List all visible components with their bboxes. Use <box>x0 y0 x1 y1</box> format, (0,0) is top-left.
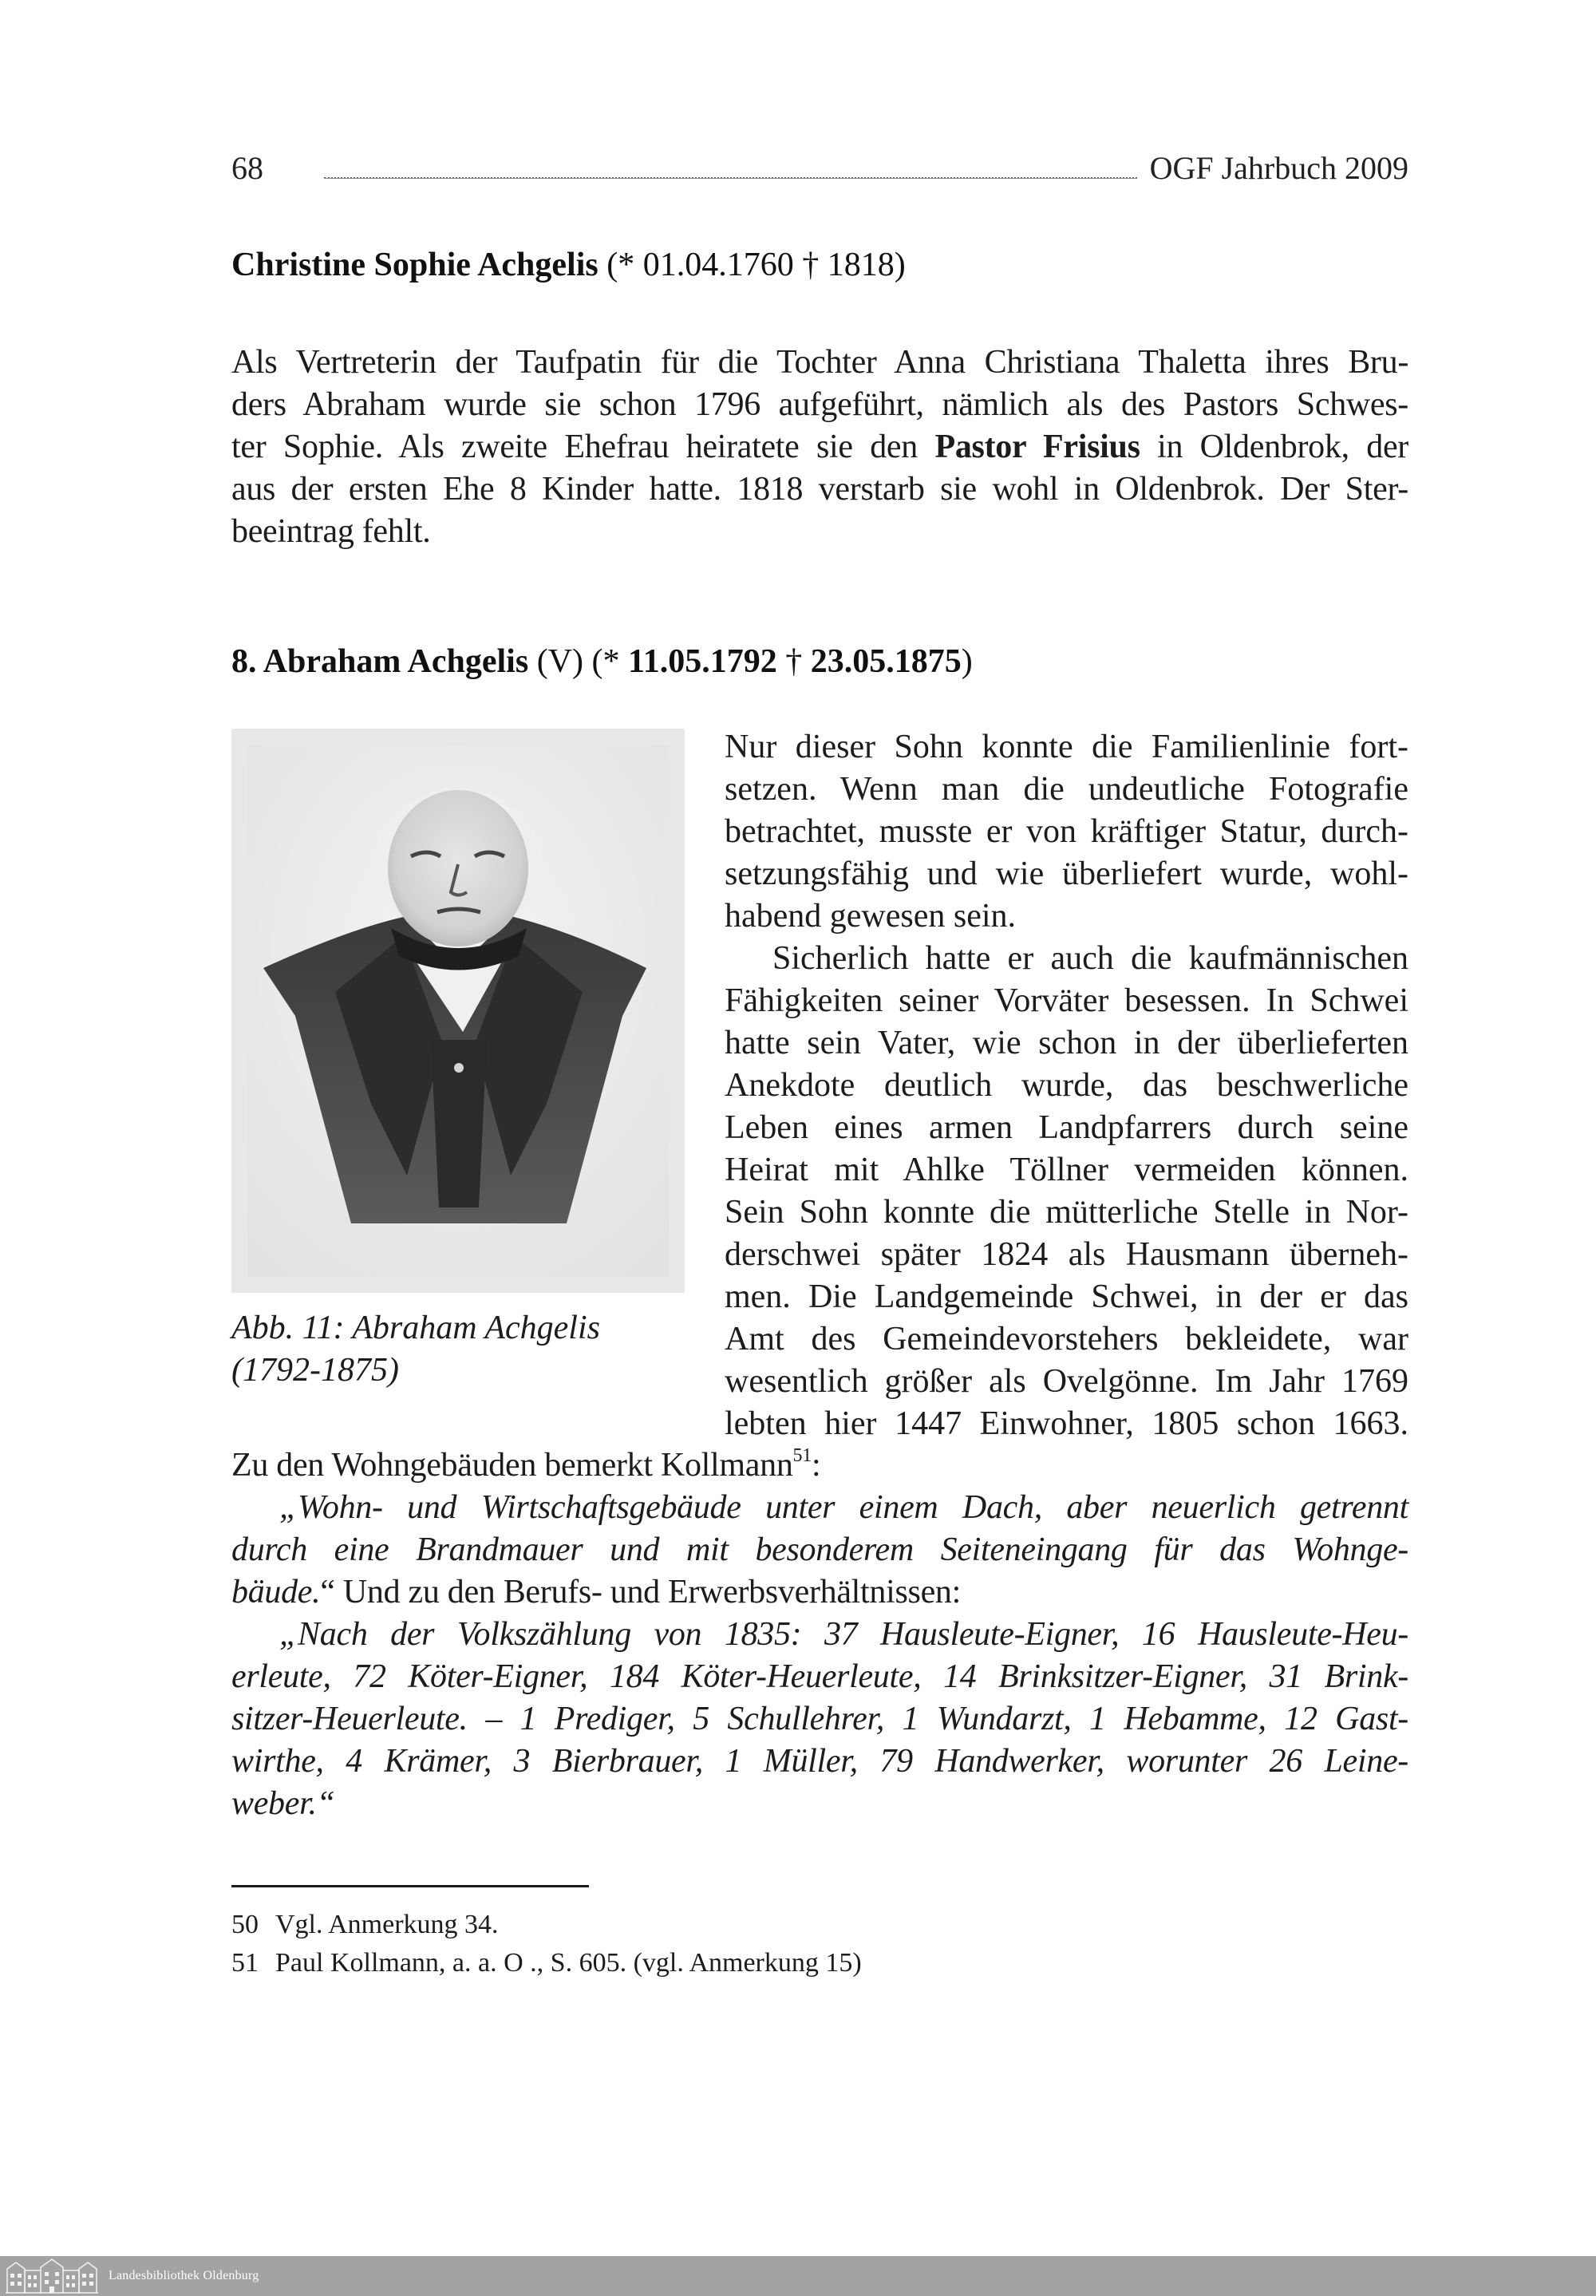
footnote-50 <box>231 1906 1109 1944</box>
text-line: setzen. Wenn man die undeutliche Fotografie <box>725 771 1408 808</box>
library-name: Landesbibliothek Oldenburg <box>109 2269 259 2282</box>
paragraph-kollmann <box>231 1444 1408 1825</box>
library-building-icon <box>5 2258 99 2294</box>
quote-line: weber.“ <box>231 1785 335 1822</box>
footnote-51 <box>231 1944 1109 1982</box>
text-line: Amt des Gemeindevorstehers bekleidete, war <box>725 1321 1408 1357</box>
quote-line: durch eine Brandmauer und mit besonderem Seiteneingang für das Wohnge- <box>231 1531 1408 1568</box>
kollmann-intro: Zu den Wohngebäuden bemerkt Kollmann <box>231 1447 793 1484</box>
text-line: beeintrag fehlt. <box>231 513 431 550</box>
text-line: setzungsfähig und wie überliefert wurde, wohl- <box>725 856 1408 892</box>
library-footer-bar <box>0 2256 1596 2296</box>
text-line: Sicherlich hatte er auch die kaufmännischen <box>772 940 1408 977</box>
text-line: Nur dieser Sohn konnte die Familienlinie fort- <box>725 729 1408 765</box>
text-line: Anekdote deutlich wurde, das beschwerliche <box>725 1067 1408 1104</box>
text-line <box>231 426 1408 468</box>
text-span: ter Sophie. Als zweite Ehefrau heiratete sie den <box>231 429 935 465</box>
footnotes <box>231 1906 1109 1982</box>
heading-birth: 11.05.1792 <box>628 643 777 680</box>
heading-roman: (V) <box>536 643 584 680</box>
quote-line: wirthe, 4 Krämer, 3 Bierbrauer, 1 Müller, 79 Handwerker, worunter 26 Leine- <box>231 1743 1408 1780</box>
text-line <box>231 1444 1408 1487</box>
caption-line-2: (1792-1875) <box>231 1352 399 1389</box>
quote-line: „Nach der Volkszählung von 1835: 37 Hausleute-Eigner, 16 Hausleute-Heu- <box>279 1616 1408 1653</box>
text-line: betrachtet, musste er von kräftiger Statur, durch- <box>725 813 1408 850</box>
heading-dagger: † <box>776 643 811 680</box>
quote-line: „Wohn- und Wirtschaftsgebäude unter einem Dach, aber neuerlich getrennt <box>279 1489 1408 1526</box>
heading-name: Christine Sophie Achgelis <box>231 247 598 283</box>
heading-close: ) <box>961 643 973 680</box>
heading-prefix: 8. Abraham Achgelis <box>231 643 529 680</box>
text-line: aus der ersten Ehe 8 Kinder hatte. 1818 verstarb sie wohl in Oldenbrok. Der Ster- <box>231 471 1408 508</box>
heading-death: 23.05.1875 <box>810 643 962 680</box>
footnote-separator <box>231 1885 589 1887</box>
text-line: Als Vertreterin der Taufpatin für die Tochter Anna Christiana Thaletta ihres Bru- <box>231 344 1408 381</box>
quote-line <box>231 1571 1408 1614</box>
figure-caption <box>231 1307 678 1392</box>
text-line: Sein Sohn konnte die mütterliche Stelle in Nor- <box>725 1194 1408 1231</box>
section-heading-abraham <box>231 641 973 683</box>
footnote-ref-51[interactable]: 51 <box>792 1445 812 1466</box>
heading-open: (* <box>591 643 629 680</box>
footnote-text: Vgl. Anmerkung 34. <box>275 1910 499 1939</box>
text-line: lebten hier 1447 Einwohner, 1805 schon 1663. <box>725 1405 1408 1442</box>
section-heading-christine <box>231 244 906 287</box>
portrait-photo <box>231 729 685 1293</box>
quote-end: bäude. <box>231 1574 321 1610</box>
portrait-image <box>231 729 685 1293</box>
text-line: derschwei später 1824 als Hausmann überneh- <box>725 1236 1408 1273</box>
text-line: hatte sein Vater, wie schon in der überlieferten <box>725 1025 1408 1061</box>
caption-line-1: Abb. 11: Abraham Achgelis <box>231 1310 600 1346</box>
footnote-number: 51 <box>231 1948 259 1978</box>
text-line: Leben eines armen Landpfarrers durch seine <box>725 1109 1408 1146</box>
quote-line: erleute, 72 Köter-Eigner, 184 Köter-Heuerleute, 14 Brinksitzer-Eigner, 31 Brink- <box>231 1658 1408 1695</box>
header-rule <box>324 177 1137 179</box>
paragraph-abraham-column <box>725 726 1408 1445</box>
quote-line: sitzer-Heuerleute. – 1 Prediger, 5 Schullehrer, 1 Wundarzt, 1 Hebamme, 12 Gast- <box>231 1701 1408 1737</box>
text-line: Fähigkeiten seiner Vorväter besessen. In Schwei <box>725 982 1408 1019</box>
text-line: Heirat mit Ahlke Töllner vermeiden können. <box>725 1152 1408 1188</box>
journal-title: OGF Jahrbuch 2009 <box>1149 150 1408 186</box>
page-number: 68 <box>231 150 263 186</box>
heading-dates: (* 01.04.1760 † 1818) <box>606 247 906 283</box>
text-line: men. Die Landgemeinde Schwei, in der er das <box>725 1278 1408 1315</box>
text-line: habend gewesen sein. <box>725 898 1017 935</box>
text-line: wesentlich größer als Ovelgönne. Im Jahr 1769 <box>725 1363 1408 1400</box>
bold-name-pastor-frisius: Pastor Frisius <box>934 429 1140 465</box>
text-span: “ Und zu den Berufs- und Erwerbsverhältnissen: <box>320 1574 961 1610</box>
text-span: : <box>811 1447 821 1484</box>
text-span: in Oldenbrok, der <box>1140 429 1408 465</box>
paragraph-christine <box>231 342 1408 553</box>
footnote-number: 50 <box>231 1910 259 1939</box>
footnote-text: Paul Kollmann, a. a. O ., S. 605. (vgl. Anmerkung 15) <box>275 1948 862 1978</box>
running-header <box>231 148 1408 188</box>
text-line: ders Abraham wurde sie schon 1796 aufgeführt, nämlich als des Pastors Schwes- <box>231 386 1408 423</box>
